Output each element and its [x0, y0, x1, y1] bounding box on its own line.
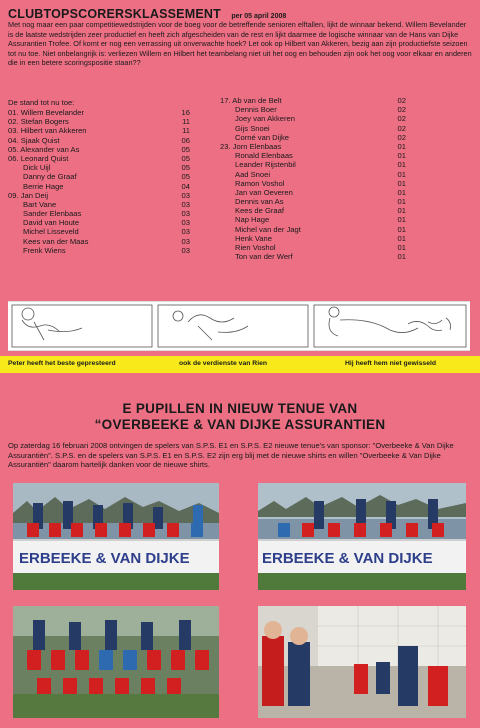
player-goals: 01: [397, 141, 406, 151]
player-goals: 03: [181, 218, 190, 228]
player-goals: 01: [397, 224, 406, 234]
player-goals: 01: [397, 197, 406, 207]
standings-left-column: [8, 108, 190, 255]
player-goals: 02: [397, 114, 406, 124]
player-goals: 02: [397, 96, 406, 105]
standings-row: [8, 227, 190, 236]
player-goals: 04: [181, 181, 190, 191]
page-title: CLUBTOPSCORERSKLASSEMENT: [8, 7, 221, 21]
player-name: Danny de Graaf: [23, 172, 77, 182]
player-goals: 01: [397, 169, 406, 179]
player-goals: 01: [397, 160, 406, 170]
player-goals: 01: [397, 243, 406, 252]
player-goals: 03: [181, 190, 190, 200]
player-goals: 05: [181, 144, 190, 154]
player-name: Ton van der Werf: [235, 252, 293, 262]
player-goals: 03: [181, 236, 190, 246]
player-goals: 03: [181, 209, 190, 219]
player-rank: 09.: [8, 190, 19, 200]
standings-row: [220, 124, 406, 133]
standings-row: [8, 237, 190, 246]
standings-row: [8, 136, 190, 145]
standings-row: [220, 160, 406, 169]
player-name: Jan Deij: [20, 190, 49, 200]
player-rank: 17.: [220, 96, 231, 105]
player-name: Gijs Snoei: [235, 123, 270, 133]
player-name: Kees van der Maas: [23, 236, 89, 246]
standings-row: [220, 96, 406, 105]
player-goals: 05: [181, 163, 190, 173]
player-rank: 04.: [8, 135, 19, 145]
player-name: Dennis Boer: [235, 105, 277, 115]
player-name: Alexander van As: [20, 144, 80, 154]
standings-row: [8, 191, 190, 200]
section-title: [0, 401, 480, 433]
player-goals: 01: [397, 252, 406, 262]
player-rank-name: [8, 154, 68, 163]
team-photo-group: [13, 606, 219, 718]
standings-row: [220, 170, 406, 179]
standings-row: [8, 218, 190, 227]
standings-row: [220, 188, 406, 197]
player-name: Corné van Dijke: [235, 132, 290, 142]
player-name: Sander Elenbaas: [23, 209, 82, 219]
standings-heading: De stand tot nu toe:: [8, 98, 75, 107]
sponsor-banner-text: ERBEEKE & VAN DIJKE: [19, 550, 190, 567]
player-name: David van Houte: [23, 218, 80, 228]
player-goals: 03: [181, 199, 190, 209]
player-rank-name: [8, 126, 87, 135]
player-goals: 01: [397, 215, 406, 225]
player-name: Michel van der Jagt: [235, 224, 301, 234]
player-rank-name: [220, 142, 281, 151]
player-name: Willem Bevelander: [20, 108, 84, 117]
player-rank: 01.: [8, 108, 19, 117]
standings-row: [8, 200, 190, 209]
player-goals: 02: [397, 123, 406, 133]
page-date: per 05 april 2008: [231, 13, 287, 20]
player-goals: 03: [181, 245, 190, 255]
standings-row: [8, 209, 190, 218]
standings-row: [8, 172, 190, 181]
standings-row: [8, 154, 190, 163]
team-photo-e1: [13, 483, 219, 590]
section-body: Op zaterdag 16 februari 2008 ontvingen de spelers van S.P.S. E1 en S.P.S. E2 nieuwe tenue's van sponsor: "Overbeeke & Van Dijke Assurantiën". S.P.S. en de spelers van S.P.S. E1 en S.P.S. E2 zijn erg blij met de nieuwe shirts en willen "Overbeeke & Van Dijke Assurantiën" daarom hartelijk danken voor de nieuwe shirts.: [8, 441, 454, 470]
player-name: Dick Uijl: [23, 163, 51, 173]
player-goals: 03: [181, 227, 190, 237]
player-name: Leander Rijstenbil: [235, 160, 296, 170]
player-rank-name: [8, 136, 60, 145]
standings-row: [220, 142, 406, 151]
player-name: Stefan Bogers: [20, 117, 69, 127]
standings-row: [220, 179, 406, 188]
player-rank: 06.: [8, 153, 19, 163]
player-goals: 01: [397, 233, 406, 243]
player-rank: 23.: [220, 141, 231, 151]
standings-row: [220, 215, 406, 224]
player-name: Nap Hage: [235, 215, 270, 225]
cartoon-strip: [8, 301, 470, 351]
standings-right-column: [220, 96, 406, 261]
caption-middle: ook de verdienste van Rien: [179, 360, 268, 367]
standings-row: [220, 105, 406, 114]
cartoon-drawing: [8, 302, 470, 350]
standings-row: [220, 243, 406, 252]
player-name: Joey van Akkeren: [235, 114, 295, 124]
standings-row: [220, 206, 406, 215]
sponsor-banner-text: ERBEEKE & VAN DIJKE: [262, 550, 433, 567]
standings-row: [8, 117, 190, 126]
player-goals: 01: [397, 178, 406, 188]
standings-row: [8, 126, 190, 135]
standings-row: [220, 151, 406, 160]
player-name: Jan van Oeveren: [235, 187, 293, 197]
standings-row: [220, 114, 406, 123]
player-name: Rien Voshol: [235, 243, 276, 252]
player-rank-name: [8, 108, 84, 117]
player-name: Hilbert van Akkeren: [20, 126, 87, 136]
player-rank: 02.: [8, 117, 19, 127]
player-goals: 16: [181, 108, 190, 117]
player-name: Henk Vane: [235, 233, 273, 243]
section-title-line-1: E PUPILLEN IN NIEUW TENUE VAN: [122, 401, 358, 416]
player-rank: 05.: [8, 144, 19, 154]
player-name: Jorn Elenbaas: [232, 141, 282, 151]
intro-paragraph: Met nog maar een paar competitiewedstrijden voor de boeg voor de betreffende senioren elftallen, lijkt de winnaar bekend. Willem Bevelander is de laatste wedstrijden zeer productief en heeft zich afgescheiden van de rest en lijkt daarmee de logische winnaar van de Hans van Dijke Assurantien Trofee. Of komt er nog een verrassing uit onverwachte hoek? Let ook op Hilbert van Akkeren, bezig aan zijn productiefste seizoen tot nu toe. Niet onbelangrijk is: verliezen Willem en Hilbert het teambelang niet uit het oog en behouden zijn ook het oog voor elkaar en anderen die in een betere scoringspositie staan??: [8, 20, 472, 67]
player-rank-name: [8, 191, 48, 200]
standings-row: [220, 133, 406, 142]
standings-row: [8, 108, 190, 117]
player-goals: 05: [181, 153, 190, 163]
player-rank-name: [8, 145, 79, 154]
standings-row: [220, 225, 406, 234]
player-name: Ab van de Belt: [232, 96, 282, 105]
standings-row: [220, 234, 406, 243]
caption-bar: [0, 356, 480, 373]
team-photo-e2: [258, 483, 466, 590]
player-goals: 01: [397, 206, 406, 216]
player-name: Sjaak Quist: [20, 135, 60, 145]
standings-row: [8, 182, 190, 191]
player-rank: 03.: [8, 126, 19, 136]
player-rank-name: [8, 117, 69, 126]
player-rank-name: [220, 96, 282, 105]
player-name: Dennis van As: [235, 197, 284, 207]
standings-row: [8, 163, 190, 172]
dressing-room-photo: [258, 606, 466, 718]
player-goals: 11: [182, 117, 190, 127]
player-name: Kees de Graaf: [235, 206, 284, 216]
section-title-line-2: “OVERBEEKE & VAN DIJKE ASSURANTIEN: [94, 417, 386, 432]
player-goals: 02: [397, 132, 406, 142]
player-name: Ronald Elenbaas: [235, 151, 293, 161]
player-goals: 02: [397, 105, 406, 115]
player-goals: 06: [181, 135, 190, 145]
player-goals: 01: [397, 187, 406, 197]
caption-left: Peter heeft het beste gepresteerd: [8, 360, 116, 367]
player-name: Michel Lisseveld: [23, 227, 79, 237]
standings-row: [220, 197, 406, 206]
player-name: Bart Vane: [23, 199, 57, 209]
player-goals: 01: [397, 151, 406, 161]
standings-row: [220, 252, 406, 261]
standings-row: [8, 246, 190, 255]
player-goals: 05: [181, 172, 190, 182]
player-name: Ramon Voshol: [235, 178, 285, 188]
caption-right: Hij heeft hem niet gewisseld: [345, 360, 437, 367]
player-name: Aad Snoei: [235, 169, 271, 179]
player-name: Frenk Wiens: [23, 245, 66, 255]
player-name: Leonard Quist: [20, 153, 69, 163]
player-goals: 11: [182, 126, 190, 136]
player-name: Berrie Hage: [23, 181, 64, 191]
standings-row: [8, 145, 190, 154]
